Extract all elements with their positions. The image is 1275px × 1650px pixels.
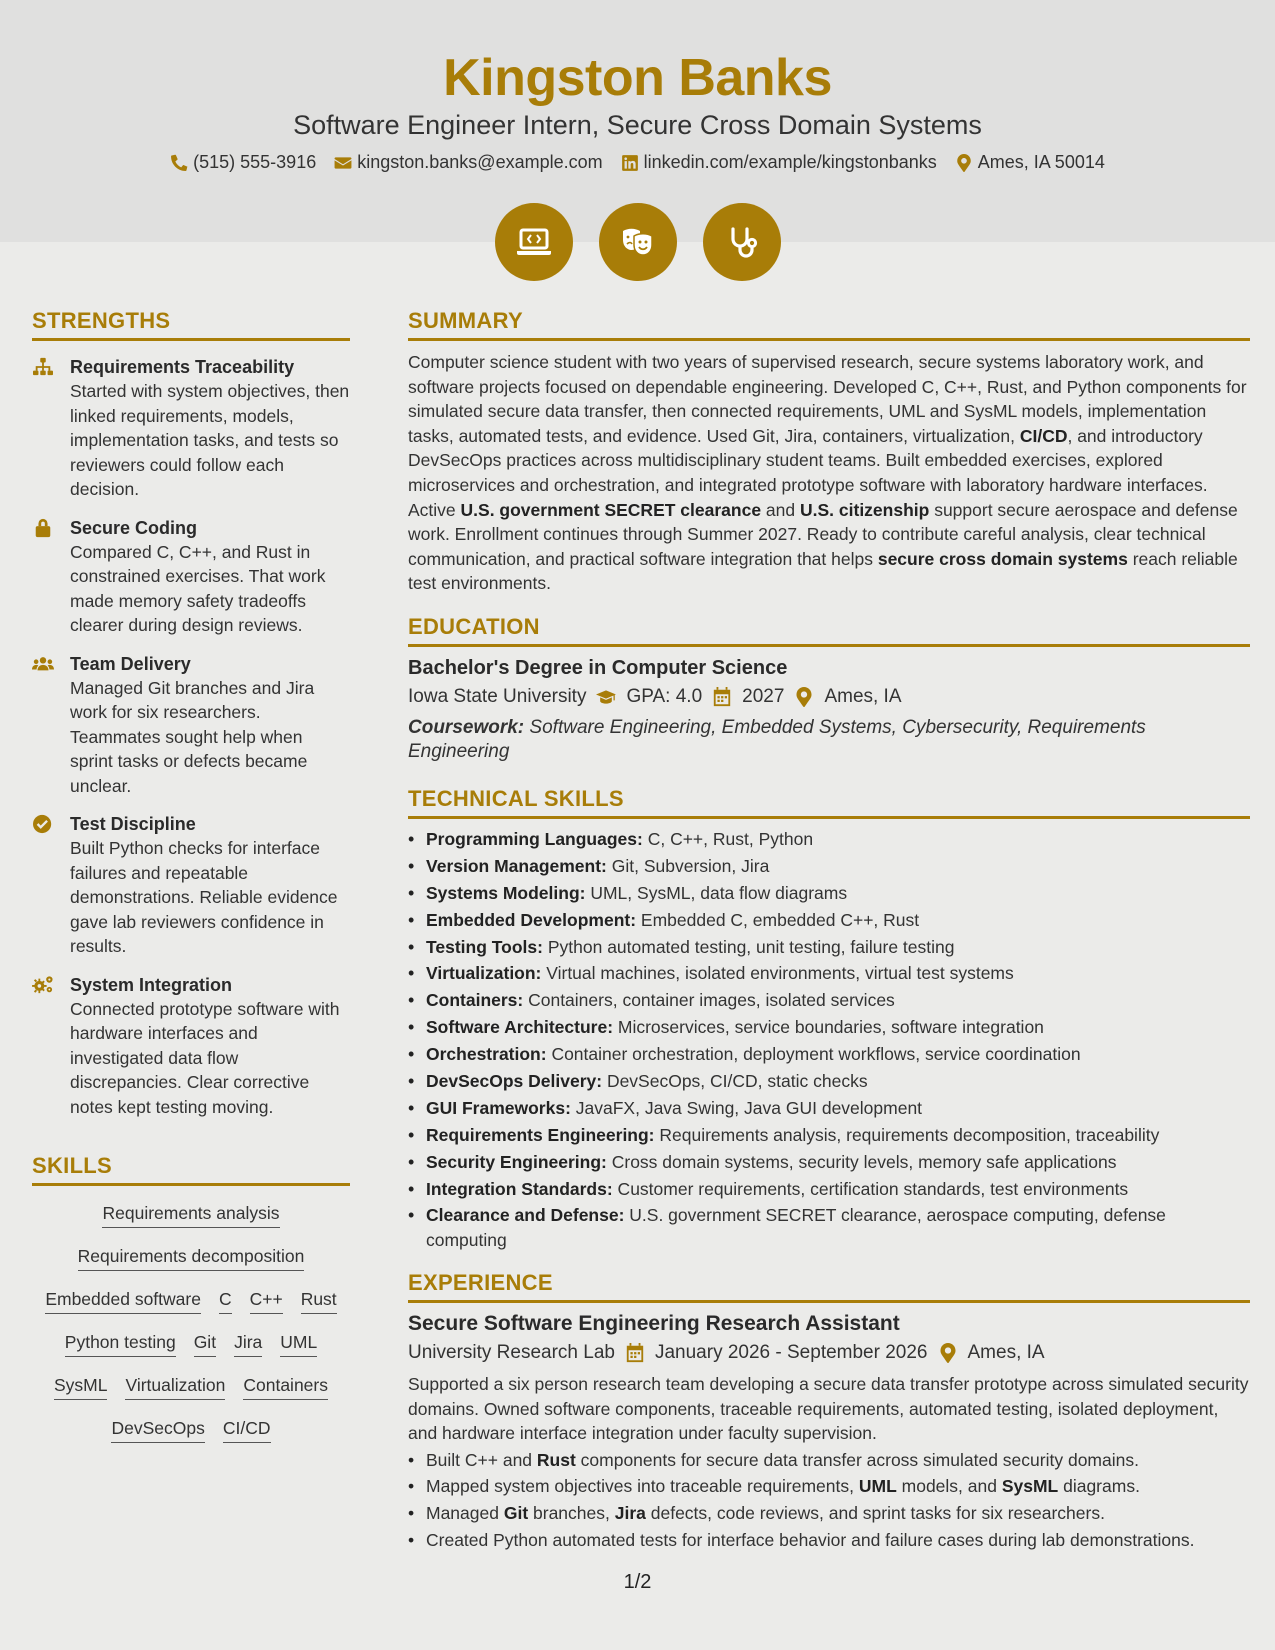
envelope-icon	[334, 154, 352, 172]
list-item: • GUI Frameworks: JavaFX, Java Swing, Java GUI development	[408, 1096, 1250, 1120]
skill-tag: Requirements analysis	[102, 1202, 279, 1228]
phone-text: (515) 555-3916	[193, 152, 317, 172]
list-item: • Programming Languages: C, C++, Rust, Python	[408, 827, 1250, 851]
strength-item	[32, 355, 350, 502]
education-location: Ames, IA	[824, 685, 902, 707]
users-icon	[32, 654, 54, 674]
technical-skills-list	[408, 827, 1250, 1252]
skill-tag: Embedded software	[45, 1288, 201, 1314]
degree-title: Bachelor's Degree in Computer Science	[408, 656, 788, 679]
gpa-text: GPA: 4.0	[626, 685, 703, 707]
strength-desc: Started with system objectives, then linked requirements, models, implementation tasks, and tests so reviewers could follow each decision.	[70, 381, 350, 499]
skill-tag: Virtualization	[125, 1374, 225, 1400]
list-item: • Created Python automated tests for interface behavior and failure cases during lab demonstrations.	[408, 1528, 1250, 1552]
list-item: • Orchestration: Container orchestration, deployment workflows, service coordination	[408, 1042, 1250, 1066]
summary-bold: U.S. government SECRET clearance	[460, 499, 762, 520]
strengths-heading: STRENGTHS	[32, 308, 350, 341]
experience-heading: EXPERIENCE	[408, 1270, 1250, 1303]
summary-bold: CI/CD	[1019, 425, 1068, 446]
coursework-list: Software Engineering, Embedded Systems, Cybersecurity, Requirements Engineering	[408, 716, 1146, 762]
strength-desc: Compared C, C++, and Rust in constrained exercises. That work made memory safety tradeoffs clearer during design reviews.	[70, 541, 326, 635]
laptop-code-icon	[495, 203, 573, 281]
summary-part: reach reliable test environments.	[408, 548, 1238, 594]
graduation-year: 2027	[742, 685, 785, 707]
linkedin-icon	[621, 154, 639, 172]
skill-tag: C++	[250, 1288, 283, 1314]
contact-location	[955, 152, 1105, 173]
left-column	[32, 308, 350, 1443]
summary-part: support secure aerospace and defense work. Enrollment continues through Summer 2027. Ready to contribute careful analysis, clear technical communication, and practical software integration that helps	[408, 499, 1238, 569]
technical-skills-heading: TECHNICAL SKILLS	[408, 786, 1250, 819]
check-circle-icon	[32, 814, 54, 834]
education-section	[408, 614, 1250, 764]
skill-tag: Git	[194, 1331, 216, 1357]
list-item: • Security Engineering: Cross domain systems, security levels, memory safe applications	[408, 1150, 1250, 1174]
strength-item	[32, 652, 350, 799]
experience-meta	[408, 1342, 1250, 1364]
list-item: • Systems Modeling: UML, SysML, data flow diagrams	[408, 881, 1250, 905]
strength-desc: Built Python checks for interface failures and repeatable demonstrations. Reliable evidence gave lab reviewers confidence in results.	[70, 838, 338, 956]
skill-tag: Containers	[243, 1374, 328, 1400]
skills-heading: SKILLS	[32, 1153, 350, 1186]
contact-phone[interactable]	[170, 152, 316, 173]
stethoscope-icon	[703, 203, 781, 281]
linkedin-text: linkedin.com/example/kingstonbanks	[643, 152, 937, 172]
lock-icon	[32, 518, 54, 538]
candidate-name: Kingston Banks	[443, 49, 832, 107]
strength-desc: Connected prototype software with hardware interfaces and investigated data flow discrepancies. Clear corrective notes kept testing moving.	[70, 998, 340, 1117]
education-heading: EDUCATION	[408, 614, 1250, 647]
skill-tag: Python testing	[65, 1331, 176, 1357]
summary-bold: U.S. citizenship	[800, 499, 930, 520]
role-title: Secure Software Engineering Research Assistant	[408, 1312, 900, 1335]
school-name: Iowa State University	[408, 685, 587, 707]
summary-part: Computer science student with two years of supervised research, secure systems laboratory work, and software projects focused on dependable engineering. Developed C, C++, Rust, and Python components for simulated secure data transfer, then connected requirements, UML and SysML models, implementation tasks, automated tests, and evidence. Used Git, Jira, containers, virtualization,	[408, 352, 1247, 446]
summary-bold: secure cross domain systems	[877, 548, 1128, 569]
map-marker-icon	[794, 687, 814, 707]
skill-tag: Rust	[301, 1288, 337, 1314]
technical-skills-section	[408, 786, 1250, 1252]
calendar-icon	[625, 1343, 645, 1363]
summary-part: and	[761, 499, 800, 520]
strength-item	[32, 973, 350, 1120]
experience-bullets	[408, 1448, 1250, 1552]
skill-tags	[32, 1202, 350, 1443]
skills-section	[32, 1153, 350, 1443]
skill-tag: SysML	[54, 1374, 107, 1400]
map-marker-icon	[938, 1343, 958, 1363]
strength-title: Secure Coding	[70, 517, 198, 538]
list-item: • Containers: Containers, container images, isolated services	[408, 988, 1250, 1012]
contact-email[interactable]	[334, 152, 602, 173]
list-item: • Built C++ and Rust components for secure data transfer across simulated security domains.	[408, 1448, 1250, 1472]
strength-title: Team Delivery	[70, 653, 191, 674]
cogs-icon	[32, 975, 54, 995]
strength-item	[32, 812, 350, 959]
skill-tag: Requirements decomposition	[78, 1245, 305, 1271]
contact-bar	[0, 152, 1275, 173]
skill-tag: CI/CD	[223, 1417, 271, 1443]
experience-section	[408, 1270, 1250, 1552]
organization-name: University Research Lab	[408, 1342, 615, 1363]
strength-item	[32, 516, 350, 638]
graduation-cap-icon	[596, 687, 616, 707]
job-title: Software Engineer Intern, Secure Cross Domain Systems	[293, 110, 982, 140]
summary-text	[408, 350, 1250, 596]
experience-description: Supported a six person research team developing a secure data transfer prototype across simulated security domains. Owned software components, traceable requirements, automated testing, isolated deployment, and hardware interface integration under faculty supervision.	[408, 1374, 1249, 1443]
skill-tag: C	[219, 1288, 232, 1314]
email-text: kingston.banks@example.com	[357, 152, 603, 172]
list-item: • DevSecOps Delivery: DevSecOps, CI/CD, static checks	[408, 1069, 1250, 1093]
list-item: • Managed Git branches, Jira defects, code reviews, and sprint tasks for six researchers.	[408, 1501, 1250, 1525]
calendar-icon	[712, 687, 732, 707]
skill-tag: UML	[280, 1331, 317, 1357]
theater-masks-icon	[599, 203, 677, 281]
list-item: • Mapped system objectives into traceable requirements, UML models, and SysML diagrams.	[408, 1474, 1250, 1498]
list-item: • Testing Tools: Python automated testing, unit testing, failure testing	[408, 935, 1250, 959]
list-item: • Version Management: Git, Subversion, Jira	[408, 854, 1250, 878]
list-item: • Integration Standards: Customer requirements, certification standards, test environments	[408, 1177, 1250, 1201]
map-marker-icon	[955, 154, 973, 172]
experience-location: Ames, IA	[967, 1342, 1045, 1363]
location-text: Ames, IA 50014	[977, 152, 1105, 172]
strength-desc: Managed Git branches and Jira work for six researchers. Teammates sought help when sprint tasks or defects became unclear.	[70, 677, 315, 796]
right-column	[408, 308, 1250, 1555]
summary-part: , and introductory DevSecOps practices across multidisciplinary student teams. Built embedded exercises, explored microservices and orchestration, and integrated prototype software with laboratory hardware interfaces. Active	[408, 425, 1208, 520]
coursework-label: Coursework:	[408, 716, 525, 738]
list-item: • Requirements Engineering: Requirements analysis, requirements decomposition, traceability	[408, 1123, 1250, 1147]
experience-dates: January 2026 - September 2026	[654, 1342, 928, 1363]
strength-title: Requirements Traceability	[70, 357, 295, 377]
list-item: • Virtualization: Virtual machines, isolated environments, virtual test systems	[408, 961, 1250, 985]
list-item: • Embedded Development: Embedded C, embedded C++, Rust	[408, 908, 1250, 932]
list-item: • Clearance and Defense: U.S. government SECRET clearance, aerospace computing, defense computing	[408, 1203, 1250, 1252]
sitemap-icon	[32, 357, 54, 377]
education-meta	[408, 686, 1250, 708]
strength-title: System Integration	[70, 974, 233, 995]
strength-title: Test Discipline	[70, 814, 196, 834]
list-item: • Software Architecture: Microservices, service boundaries, software integration	[408, 1015, 1250, 1039]
summary-heading: SUMMARY	[408, 308, 1250, 341]
skill-tag: DevSecOps	[111, 1417, 204, 1443]
contact-linkedin[interactable]	[621, 152, 937, 173]
coursework	[408, 716, 1250, 764]
phone-icon	[170, 154, 188, 172]
page-number: 1/2	[623, 1571, 652, 1593]
skill-tag: Jira	[234, 1331, 262, 1357]
interest-badges	[0, 203, 1275, 281]
